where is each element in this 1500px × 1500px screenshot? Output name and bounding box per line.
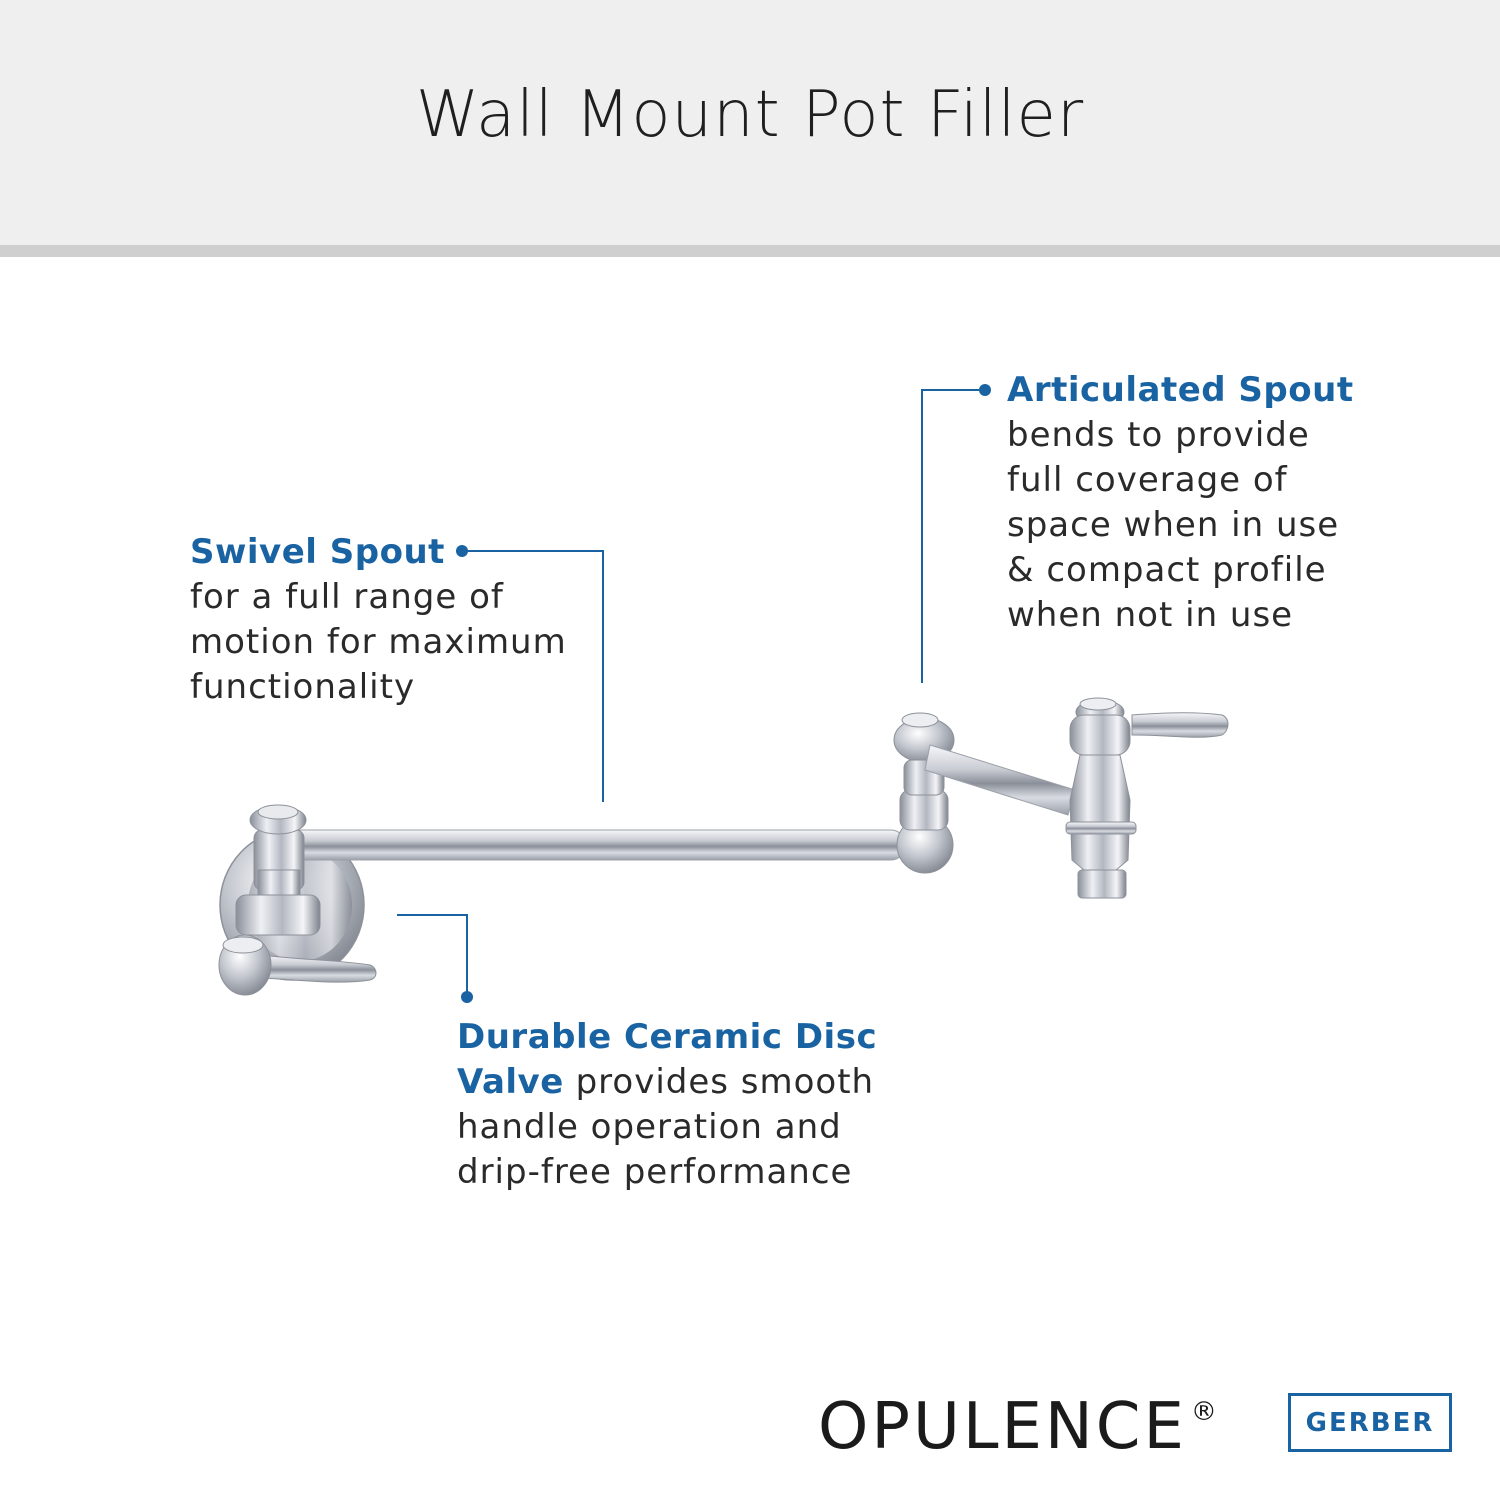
opulence-logo [818,1390,1217,1464]
swivel-spout-line-3: functionality [190,667,416,707]
gerber-badge-text: GERBER [1305,1407,1435,1438]
articulated-spout-line-1: bends to provide [1007,415,1310,455]
spout-body [1070,755,1130,870]
ceramic-valve-callout [457,1015,877,1195]
registered-mark: ® [1190,1397,1217,1427]
spout-outlet [1078,870,1126,898]
ceramic-valve-line-3: handle operation and [457,1107,842,1147]
page-title: Wall Mount Pot Filler [415,78,1085,152]
gerber-logo [1288,1393,1452,1452]
ceramic-valve-heading-2: Valve [457,1062,564,1102]
ceramic-valve-line-2 [457,1060,877,1105]
swivel-spout-line-1: for a full range of [190,577,504,617]
swivel-spout-heading: Swivel Spout [190,532,445,572]
articulated-spout-heading: Articulated Spout [1007,370,1354,410]
ceramic-valve-line-4: drip-free performance [457,1152,853,1192]
articulated-spout-line-2: full coverage of [1007,460,1288,500]
swivel-spout-callout [190,530,567,710]
ceramic-valve-line-2-rest: provides smooth [563,1062,875,1102]
spout-top-joint [1070,715,1130,755]
articulated-spout-callout [1007,368,1354,638]
articulated-spout-line-5: when not in use [1007,595,1294,635]
swivel-spout-line-2: motion for maximum [190,622,567,662]
ceramic-valve-heading: Durable Ceramic Disc [457,1017,878,1057]
brand-name: OPULENCE [818,1390,1187,1464]
spout-handle-lever [1132,713,1228,737]
articulated-spout-line-3: space when in use [1007,505,1340,545]
swivel-arm [285,830,905,860]
articulated-spout-line-4: & compact profile [1007,550,1327,590]
